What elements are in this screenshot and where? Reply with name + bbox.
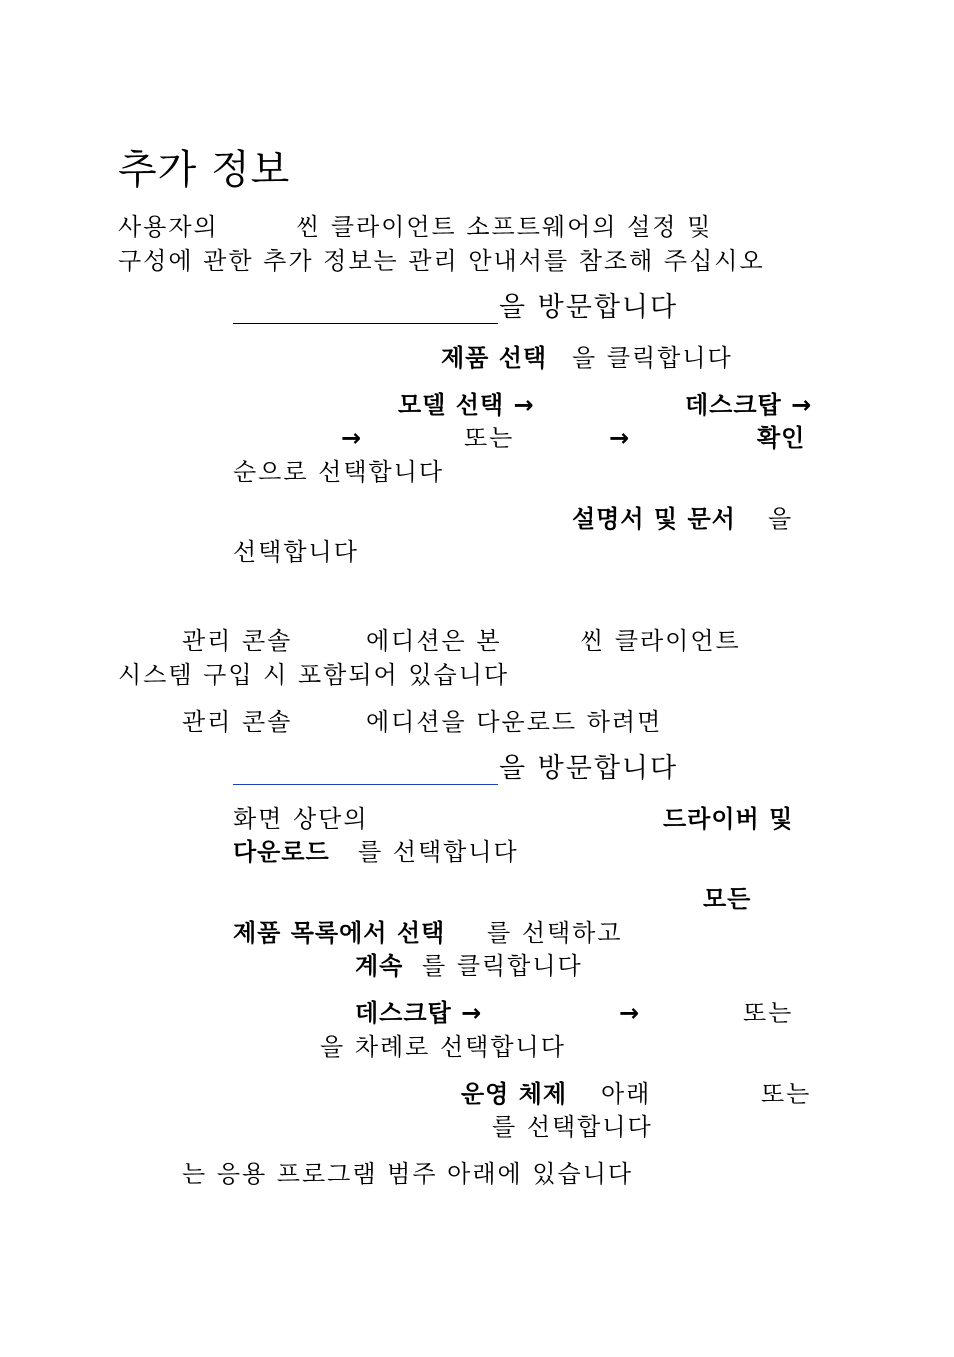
or-text: 또는 [761, 1080, 812, 1108]
manuals-label: 설명서 및 문서 [572, 505, 736, 533]
os-label: 운영 체제 [461, 1080, 568, 1108]
all-label: 모든 [703, 885, 752, 913]
intro-text-part2: 씬 클라이언트 소프트웨어의 설정 및 [296, 213, 713, 241]
intro-text-line2: 구성에 관한 추가 정보는 관리 안내서를 참조해 주십시오 [118, 247, 765, 275]
select-product-tail: 을 클릭합니다 [572, 344, 733, 372]
product-list-tail: 를 선택하고 [487, 919, 623, 947]
continue-tail: 를 클릭합니다 [422, 952, 583, 980]
desktop-label: 데스크탑 → [685, 391, 813, 419]
intro-text-part1: 사용자의 [118, 213, 219, 241]
top-of-screen-text: 화면 상단의 [233, 805, 369, 833]
below-text: 아래 [601, 1080, 652, 1108]
or-text: 또는 [464, 424, 515, 452]
visit-text: 을 방문합니다 [499, 753, 679, 784]
page-title: 추가 정보 [118, 147, 291, 193]
downloads-label: 다운로드 [233, 838, 330, 866]
link-placeholder-underline[interactable] [233, 323, 498, 324]
model-select-label: 모델 선택 → [398, 391, 535, 419]
downloads-tail: 를 선택합니다 [358, 838, 519, 866]
continue-label: 계속 [355, 952, 404, 980]
download-text-b: 에디션을 다운로드 하려면 [366, 708, 663, 736]
arrow-icon: → [609, 424, 631, 452]
console-line1-a: 관리 콘솔 [182, 627, 293, 655]
in-sequence-text: 을 차례로 선택합니다 [320, 1033, 566, 1061]
link-placeholder-underline[interactable] [233, 784, 498, 785]
console-line1-b: 에디션은 본 [366, 627, 502, 655]
in-order-text: 순으로 선택합니다 [233, 458, 445, 486]
select-text: 를 선택합니다 [492, 1113, 653, 1141]
arrow-icon: → [619, 999, 641, 1027]
desktop-label: 데스크탑 → [355, 999, 483, 1027]
console-line2: 시스템 구입 시 포함되어 있습니다 [118, 661, 510, 689]
drivers-label: 드라이버 및 [663, 805, 794, 833]
visit-text: 을 방문합니다 [499, 292, 679, 323]
manuals-tail: 을 [768, 505, 794, 533]
category-text: 는 응용 프로그램 범주 아래에 있습니다 [182, 1160, 634, 1188]
product-list-label: 제품 목록에서 선택 [233, 919, 446, 947]
console-line1-c: 씬 클라이언트 [580, 627, 741, 655]
download-text-a: 관리 콘솔 [182, 708, 293, 736]
select-text: 선택합니다 [233, 538, 359, 566]
arrow-icon: → [341, 424, 363, 452]
confirm-label: 확인 [757, 424, 806, 452]
select-product-label: 제품 선택 [441, 344, 548, 372]
or-text: 또는 [743, 999, 794, 1027]
